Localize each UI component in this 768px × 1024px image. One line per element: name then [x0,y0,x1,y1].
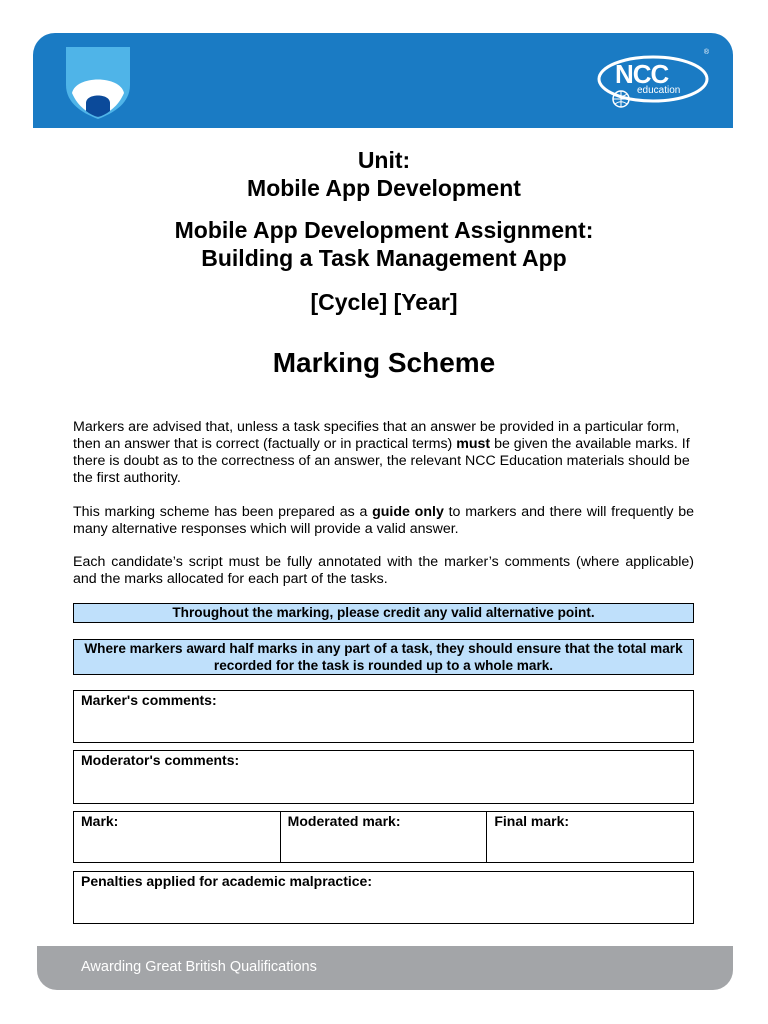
ncc-logo-subtext: education [637,85,681,96]
unit-label: Unit: [357,147,411,173]
paragraph-guide [73,504,694,538]
annotation-text: Each candidate’s script must be fully annotated with the marker’s comments (where applicable) and the marks allocated for each part of the tasks. [73,554,694,587]
final-mark-cell[interactable] [486,812,693,862]
cycle-year: [Cycle] [Year] [310,289,458,315]
footer-tagline: Awarding Great British Qualifications [81,959,317,975]
final-mark-label: Final mark: [494,813,570,829]
guide-text-part1: This marking scheme has been prepared as a [73,504,373,520]
ncc-logo-text: NCC [615,59,669,89]
penalties-label: Penalties applied for academic malpractice: [81,873,373,889]
unit-name: Mobile App Development [247,175,521,201]
penalties-box[interactable] [73,871,694,924]
paragraph-annotation [73,554,694,588]
title-block [0,146,768,380]
header-band [33,33,733,128]
moderated-mark-cell[interactable] [280,812,487,862]
paragraph-advice [73,419,694,487]
guide-text-part2: to markers and there will frequently be many alternative responses which will provide a valid answer. [73,504,695,537]
moderated-mark-label: Moderated mark: [287,813,401,829]
moderator-comments-box[interactable] [73,750,694,804]
marks-row [73,811,694,863]
credit-notice: Throughout the marking, please credit any valid alternative point. [73,603,694,623]
assignment-title-line1: Mobile App Development Assignment: [174,217,594,243]
mark-label: Mark: [81,813,119,829]
advice-text-bold: must [456,436,491,452]
mark-cell[interactable] [74,812,280,862]
registered-mark: ® [703,49,709,56]
advice-text-part2: be given the available marks. If there is doubt as to the correctness of an answer, the relevant NCC Education materials should be the first authority. [73,436,690,486]
footer-band [37,946,733,990]
marking-scheme-heading: Marking Scheme [272,347,496,378]
guide-text-bold: guide only [372,504,444,520]
half-marks-notice: Where markers award half marks in any part of a task, they should ensure that the total mark recorded for the task is rounded up to a whole mark. [73,639,694,675]
ncc-education-logo [593,47,713,113]
assignment-title-line2: Building a Task Management App [201,245,567,271]
shield-logo-icon [66,47,130,119]
advice-text-part1: Markers are advised that, unless a task specifies that an answer be provided in a particular form, then an answer that is correct (factually or in practical terms) [73,419,680,452]
marker-comments-label: Marker's comments: [81,692,217,708]
moderator-comments-label: Moderator's comments: [81,752,240,768]
marker-comments-box[interactable] [73,690,694,743]
